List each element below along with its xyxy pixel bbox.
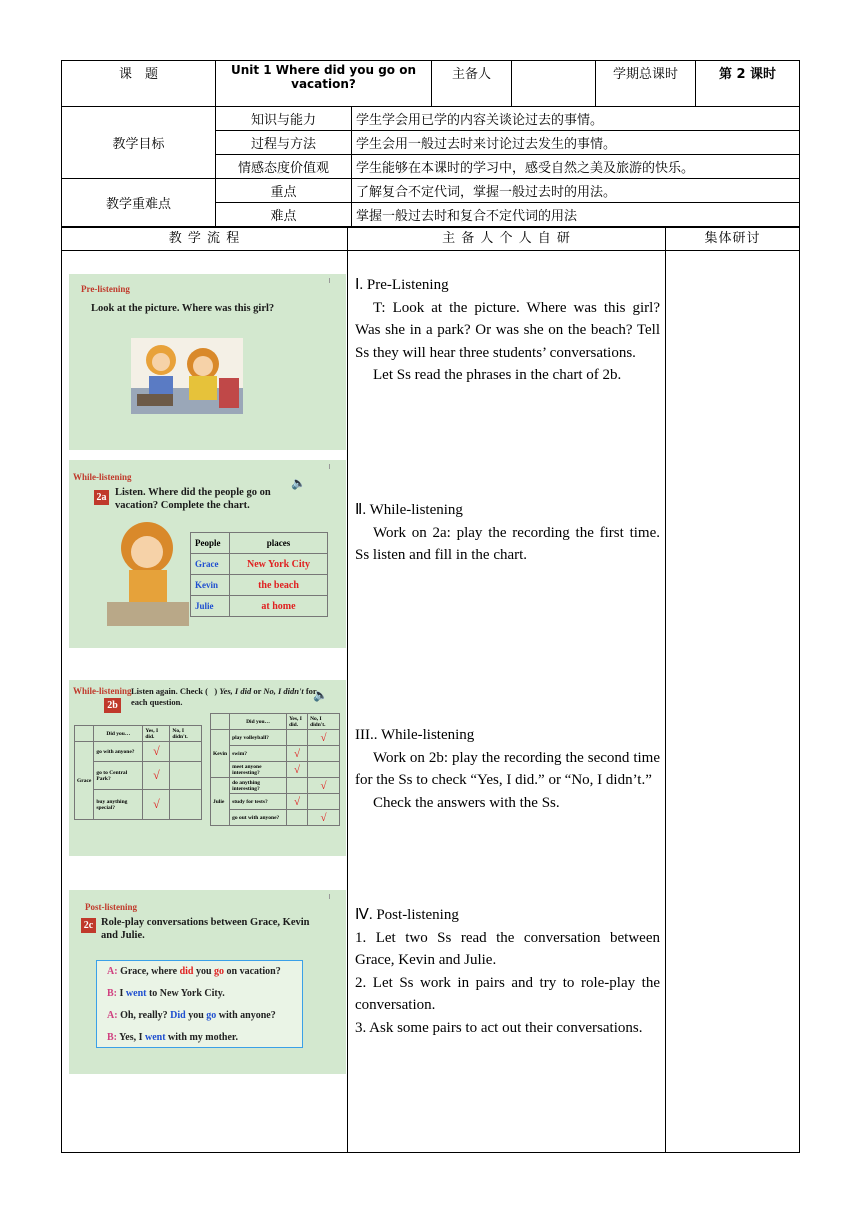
speaker-icon: 🔈 (291, 476, 306, 490)
chart-person: Julie (191, 596, 230, 617)
slide-title: Listen again. Check ( ) Yes, I did or No, I didn't for each question. (131, 686, 317, 707)
slide-tag: Post-listening (85, 902, 138, 912)
keypoint-label: 重点 (216, 179, 352, 203)
goal-label: 情感态度价值观 (216, 155, 352, 179)
goals-label: 教学目标 (62, 107, 216, 179)
speaker-icon: 🔈 (313, 688, 328, 702)
check-table-grace: Did you… Yes, I did. No, I didn't. Grace go with anyone? √ go to Central Park? √ buy anything special? √ (74, 725, 202, 820)
keypoint-value: 了解复合不定代词，掌握一般过去时的用法。 (352, 179, 800, 203)
section-title: Ⅱ. While-listening (355, 502, 463, 518)
column-research: 主 备 人 个 人 自 研 (442, 231, 571, 246)
preparer-label: 主备人 (432, 61, 512, 107)
keypoint-value: 掌握一般过去时和复合不定代词的用法 (352, 203, 800, 227)
dialogue-line: B: Yes, I went with my mother. (107, 1032, 238, 1043)
slide-title: Look at the picture. Where was this girl? (91, 303, 275, 314)
list-item: 3. Ask some pairs to act out their conversations. (355, 1019, 643, 1036)
dialogue-line: A: Oh, really? Did you go with anyone? (107, 1010, 276, 1021)
slide-tag: Pre-listening (81, 284, 130, 294)
lesson-flow-table (61, 227, 800, 1153)
goal-label: 过程与方法 (216, 131, 352, 155)
chart-place: the beach (230, 575, 328, 596)
dialogue-box (96, 960, 303, 1048)
dialogue-line: A: Grace, where did you go on vacation? (107, 966, 281, 977)
check-mark: √ (287, 746, 308, 762)
chart-head-people: People (191, 533, 230, 554)
girl-picture (107, 518, 189, 626)
check-mark: √ (287, 794, 308, 810)
column-group: 集体研讨 (704, 231, 761, 246)
check-mark: √ (308, 730, 340, 746)
dialogue-line: B: I went to New York City. (107, 988, 225, 999)
section-while-listening-2b (355, 724, 660, 814)
chart-person: Grace (191, 554, 230, 575)
topic-label: 课 题 (62, 61, 216, 107)
goal-value: 学生会用一般过去时来讨论过去发生的事情。 (352, 131, 800, 155)
term-label: 学期总课时 (596, 61, 696, 107)
section-title: Ⅳ. Post-listening (355, 907, 459, 923)
section-title: III.. While-listening (355, 727, 475, 743)
list-item: 1. Let two Ss read the conversation between Grace, Kevin and Julie. (355, 929, 660, 968)
keypoints-label: 教学重难点 (62, 179, 216, 227)
chart-2a (190, 532, 328, 617)
header-table (61, 60, 800, 227)
chart-person: Kevin (191, 575, 230, 596)
cartoon-picture (131, 338, 243, 414)
check-mark: √ (308, 810, 340, 826)
slide-2b (69, 680, 346, 856)
period-value: 第 2 课时 (696, 61, 800, 107)
slide-title: Role-play conversations between Grace, Kevin and Julie. (101, 917, 310, 941)
slide-2a (69, 460, 346, 648)
section-title: Ⅰ. Pre-Listening (355, 277, 449, 293)
person-grace: Grace (75, 742, 94, 820)
goal-label: 知识与能力 (216, 107, 352, 131)
goal-value: 学生学会用已学的内容关谈论过去的事情。 (352, 107, 800, 131)
check-mark: √ (143, 790, 170, 820)
section-while-listening-2a (355, 499, 660, 567)
check-mark: √ (143, 762, 170, 790)
section-number-badge: 2a (94, 490, 109, 505)
paragraph: Let Ss read the phrases in the chart of 2b. (373, 367, 622, 383)
paragraph: Work on 2b: play the recording the second time for the Ss to check “Yes, I did.” or “No, I didn’t.” (355, 749, 660, 788)
section-number-badge: 2c (81, 918, 96, 933)
section-pre-listening (355, 274, 660, 387)
person-kevin: Kevin (211, 730, 230, 778)
slide-pre-listening (69, 274, 346, 450)
goal-value: 学生能够在本课时的学习中，感受自然之美及旅游的快乐。 (352, 155, 800, 179)
slide-2c (69, 890, 346, 1074)
chart-head-places: places (230, 533, 328, 554)
list-item: 2. Let Ss work in pairs and try to role-play the conversation. (355, 974, 660, 1013)
column-flow: 教 学 流 程 (168, 231, 241, 246)
check-mark: √ (308, 778, 340, 794)
slide-tag: While-listening (73, 686, 132, 696)
slide-title: Listen. Where did the people go on vacation? Complete the chart. (115, 487, 271, 511)
check-table-kevin-julie: Did you… Yes, I did. No, I didn't. Kevin play volleyball? √ swim? √ meet anyone interesting? √ Julie do anything interesting? √ study for tests? √ go out with anyone? √ (210, 713, 340, 826)
paragraph: Work on 2a: play the recording the first time. Ss listen and fill in the chart. (355, 524, 660, 563)
preparer-value (512, 61, 596, 107)
paragraph: T: Look at the picture. Where was this girl? Was she in a park? Or was she on the beach? Tell Ss they will hear three students’ conversations. (355, 299, 660, 361)
slide-tag: While-listening (73, 472, 132, 482)
topic-value: Unit 1 Where did you go on vacation? (216, 61, 432, 107)
paragraph: Check the answers with the Ss. (373, 794, 560, 811)
section-number-badge: 2b (104, 698, 121, 713)
keypoint-label: 难点 (216, 203, 352, 227)
chart-place: New York City (230, 554, 328, 575)
chart-place: at home (230, 596, 328, 617)
section-post-listening (355, 904, 660, 1039)
person-julie: Julie (211, 778, 230, 826)
check-mark: √ (287, 762, 308, 778)
check-mark: √ (143, 742, 170, 762)
